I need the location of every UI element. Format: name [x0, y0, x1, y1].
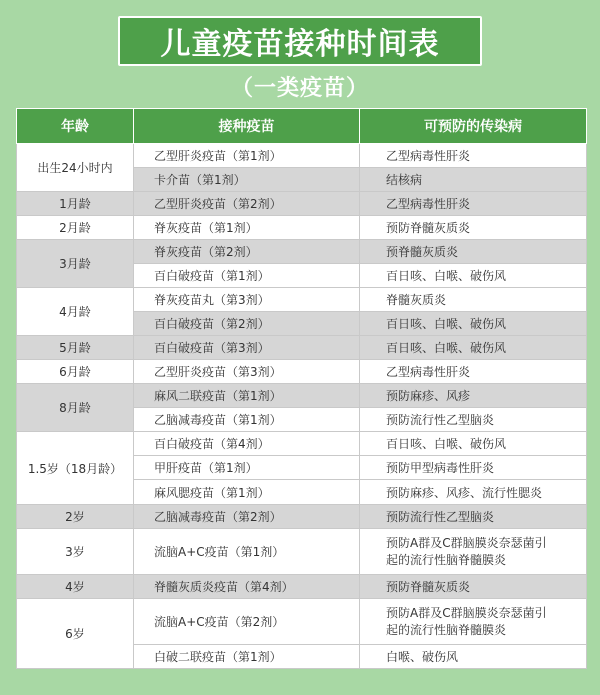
table-row — [17, 288, 587, 312]
age-cell: 3岁 — [17, 529, 134, 575]
vaccine-cell: 百白破疫苗（第3剂） — [134, 336, 360, 360]
table-row — [17, 144, 587, 168]
age-cell: 6月龄 — [17, 360, 134, 384]
age-cell: 出生24小时内 — [17, 144, 134, 192]
table-row — [17, 384, 587, 408]
table-header-row — [17, 109, 587, 144]
disease-cell: 乙型病毒性肝炎 — [360, 192, 587, 216]
age-cell: 4月龄 — [17, 288, 134, 336]
disease-cell: 预防脊髓灰质炎 — [360, 216, 587, 240]
title-banner — [118, 16, 482, 66]
age-cell: 2月龄 — [17, 216, 134, 240]
vaccine-cell: 流脑A+C疫苗（第1剂） — [134, 529, 360, 575]
vaccine-cell: 百白破疫苗（第2剂） — [134, 312, 360, 336]
table-row — [17, 192, 587, 216]
vaccine-cell: 乙脑减毒疫苗（第1剂） — [134, 408, 360, 432]
table-row — [17, 216, 587, 240]
disease-cell: 预防流行性乙型脑炎 — [360, 505, 587, 529]
disease-cell: 百日咳、白喉、破伤风 — [360, 312, 587, 336]
vaccine-cell: 脊灰疫苗（第2剂） — [134, 240, 360, 264]
disease-cell: 预防脊髓灰质炎 — [360, 575, 587, 599]
vaccine-cell: 脊灰疫苗（第1剂） — [134, 216, 360, 240]
age-cell: 6岁 — [17, 599, 134, 669]
disease-cell: 预防A群及C群脑膜炎奈瑟菌引 起的流行性脑脊髓膜炎 — [360, 599, 587, 645]
table-row — [17, 432, 587, 456]
vaccine-cell: 甲肝疫苗（第1剂） — [134, 456, 360, 480]
header-disease: 可预防的传染病 — [360, 109, 587, 144]
vaccine-cell: 流脑A+C疫苗（第2剂） — [134, 599, 360, 645]
vaccine-cell: 脊髓灰质炎疫苗（第4剂） — [134, 575, 360, 599]
table-row — [17, 336, 587, 360]
disease-cell: 脊髓灰质炎 — [360, 288, 587, 312]
vaccine-cell: 乙型肝炎疫苗（第2剂） — [134, 192, 360, 216]
disease-cell: 预防流行性乙型脑炎 — [360, 408, 587, 432]
header-age: 年龄 — [17, 109, 134, 144]
vaccine-cell: 乙型肝炎疫苗（第3剂） — [134, 360, 360, 384]
page-subtitle: （一类疫苗） — [230, 76, 369, 101]
age-cell: 4岁 — [17, 575, 134, 599]
age-cell: 3月龄 — [17, 240, 134, 288]
age-cell: 5月龄 — [17, 336, 134, 360]
page-title: 儿童疫苗接种时间表 — [160, 27, 440, 62]
disease-cell: 预防麻疹、风疹 — [360, 384, 587, 408]
age-cell: 1.5岁（18月龄） — [17, 432, 134, 505]
vaccine-cell: 脊灰疫苗丸（第3剂） — [134, 288, 360, 312]
vaccine-schedule-table — [16, 108, 587, 669]
vaccine-cell: 卡介苗（第1剂） — [134, 168, 360, 192]
disease-cell: 结核病 — [360, 168, 587, 192]
disease-cell: 乙型病毒性肝炎 — [360, 360, 587, 384]
disease-cell: 百日咳、白喉、破伤风 — [360, 432, 587, 456]
vaccine-cell: 乙脑减毒疫苗（第2剂） — [134, 505, 360, 529]
table-row — [17, 240, 587, 264]
disease-cell: 预脊髓灰质炎 — [360, 240, 587, 264]
vaccine-cell: 麻风二联疫苗（第1剂） — [134, 384, 360, 408]
disease-cell: 乙型病毒性肝炎 — [360, 144, 587, 168]
disease-cell: 百日咳、白喉、破伤风 — [360, 264, 587, 288]
age-cell: 8月龄 — [17, 384, 134, 432]
table-row — [17, 575, 587, 599]
vaccine-cell: 白破二联疫苗（第1剂） — [134, 645, 360, 669]
table-row — [17, 505, 587, 529]
age-cell: 2岁 — [17, 505, 134, 529]
vaccine-cell: 百白破疫苗（第4剂） — [134, 432, 360, 456]
disease-cell: 预防甲型病毒性肝炎 — [360, 456, 587, 480]
age-cell: 1月龄 — [17, 192, 134, 216]
disease-cell: 白喉、破伤风 — [360, 645, 587, 669]
disease-cell: 预防麻疹、风疹、流行性腮炎 — [360, 480, 587, 505]
disease-cell: 百日咳、白喉、破伤风 — [360, 336, 587, 360]
header-vaccine: 接种疫苗 — [134, 109, 360, 144]
table-body — [17, 144, 587, 669]
table-row — [17, 529, 587, 575]
table-row — [17, 599, 587, 645]
vaccine-cell: 乙型肝炎疫苗（第1剂） — [134, 144, 360, 168]
vaccine-cell: 百白破疫苗（第1剂） — [134, 264, 360, 288]
vaccine-cell: 麻风腮疫苗（第1剂） — [134, 480, 360, 505]
disease-cell: 预防A群及C群脑膜炎奈瑟菌引 起的流行性脑脊髓膜炎 — [360, 529, 587, 575]
table-row — [17, 360, 587, 384]
